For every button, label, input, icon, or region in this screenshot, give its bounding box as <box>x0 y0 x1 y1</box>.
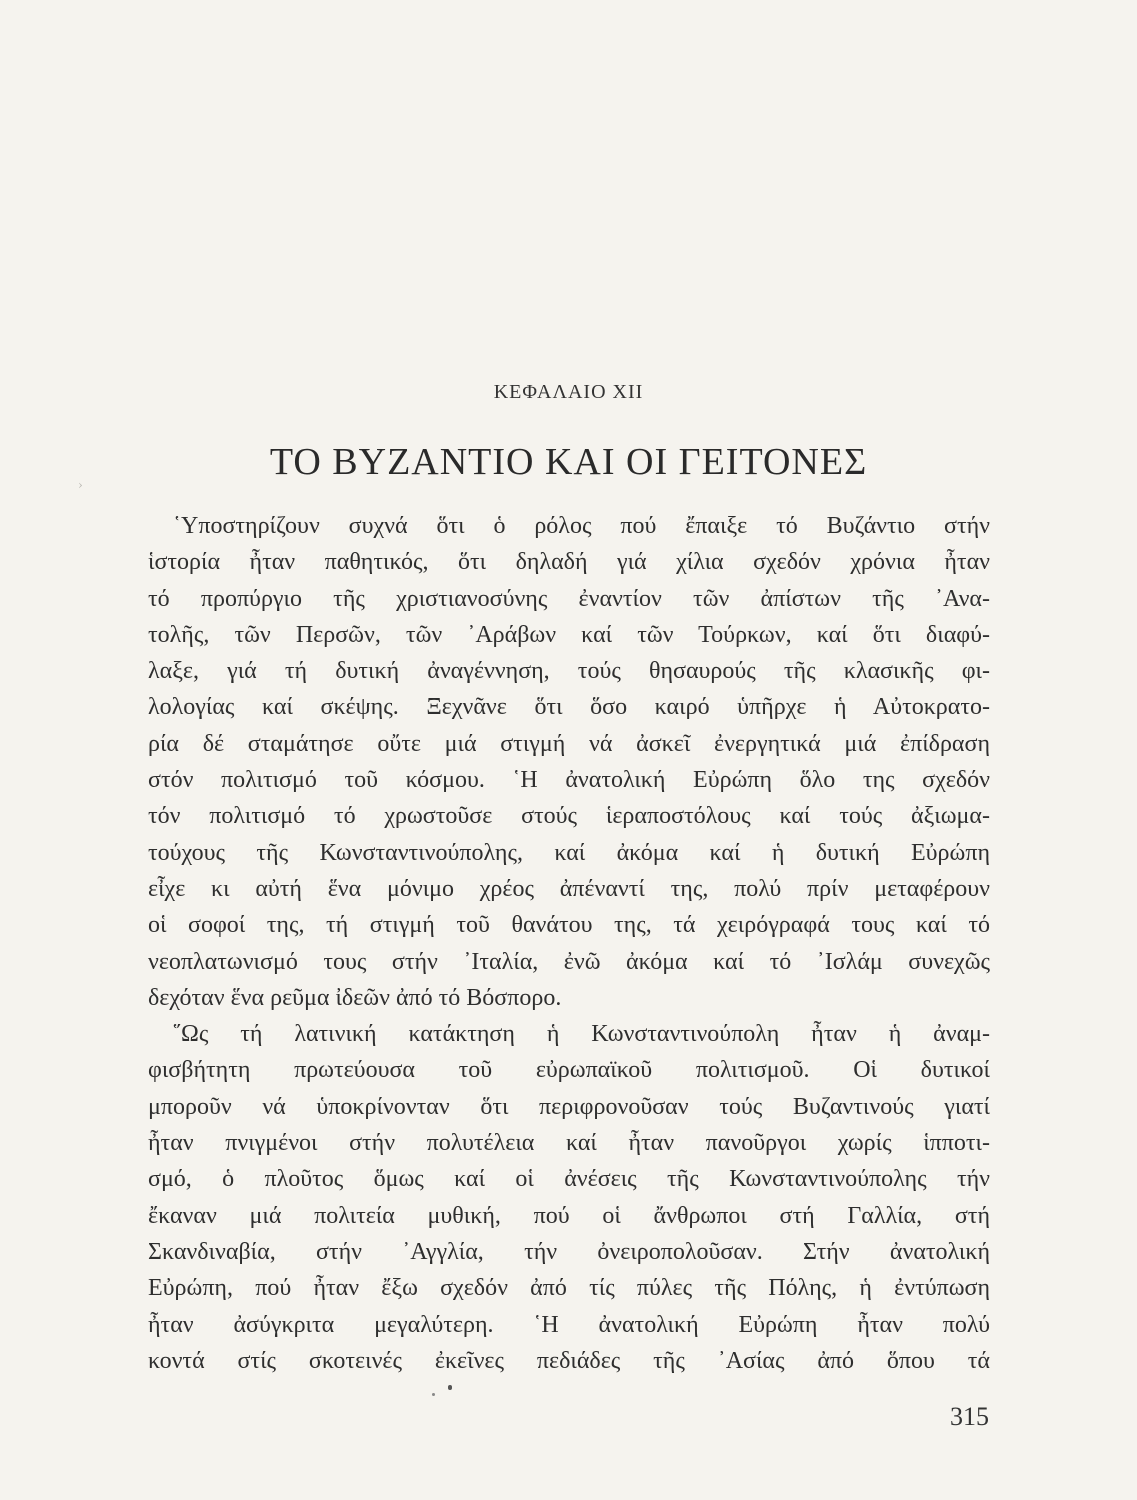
chapter-label: ΚΕΦΑΛΑΙΟ XII <box>493 381 644 403</box>
text-line: στόν πολιτισμό τοῦ κόσμου. ῾Η ἀνατολική Εὐρώπη ὅλο της σχεδόν <box>148 767 990 794</box>
text-line: μποροῦν νά ὑποκρίνονταν ὅτι περιφρονοῦσαν τούς Βυζαντινούς γιατί <box>148 1093 990 1120</box>
text-line: οἱ σοφοί της, τή στιγμή τοῦ θανάτου της, τά χειρόγραφά τους καί τό <box>148 912 990 939</box>
text-line: τούχους τῆς Κωνσταντινούπολης, καί ἀκόμα καί ἡ δυτική Εὐρώπη <box>148 839 990 866</box>
text-line: δεχόταν ἕνα ρεῦμα ἰδεῶν ἀπό τό Βόσπορο. <box>148 984 562 1011</box>
text-line: τολῆς, τῶν Περσῶν, τῶν ᾿Αράβων καί τῶν Τούρκων, καί ὅτι διαφύ- <box>148 621 990 648</box>
print-speck <box>448 1385 452 1390</box>
text-line: κοντά στίς σκοτεινές ἐκεῖνες πεδιάδες τῆς ᾿Ασίας ἀπό ὅπου τά <box>148 1347 990 1374</box>
text-line: ἦταν πνιγμένοι στήν πολυτέλεια καί ἦταν πανοῦργοι χωρίς ἱπποτι- <box>148 1130 990 1157</box>
text-line: ῞Ως τή λατινική κατάκτηση ἡ Κωνσταντινούπολη ἦταν ἡ ἀναμ- <box>173 1021 990 1048</box>
text-line: εἶχε κι αὐτή ἕνα μόνιμο χρέος ἀπέναντί της, πολύ πρίν μεταφέρουν <box>148 875 990 902</box>
text-line: λαξε, γιά τή δυτική ἀναγέννηση, τούς θησαυρούς τῆς κλασικῆς φι- <box>148 658 990 685</box>
body-text <box>148 508 990 1379</box>
text-line: ῾Υποστηρίζουν συχνά ὅτι ὁ ρόλος πού ἔπαιξε τό Βυζάντιο στήν <box>173 513 990 539</box>
text-line: νεοπλατωνισμό τους στήν ᾿Ιταλία, ἐνῶ ἀκόμα καί τό ᾿Ισλάμ συνεχῶς <box>148 948 990 975</box>
text-line: λολογίας καί σκέψης. Ξεχνᾶνε ὅτι ὅσο καιρό ὑπῆρχε ἡ Αὐτοκρατο- <box>148 694 990 721</box>
text-line: σμό, ὁ πλοῦτος ὅμως καί οἱ ἀνέσεις τῆς Κωνσταντινούπολης τήν <box>148 1166 990 1193</box>
text-line: ἦταν ἀσύγκριτα μεγαλύτερη. ῾Η ἀνατολική Εὐρώπη ἦταν πολύ <box>148 1311 990 1338</box>
text-line: φισβήτητη πρωτεύουσα τοῦ εὐρωπαϊκοῦ πολιτισμοῦ. Οἱ δυτικοί <box>148 1057 990 1084</box>
text-line: ἔκαναν μιά πολιτεία μυθική, πού οἱ ἄνθρωποι στή Γαλλία, στή <box>148 1202 990 1229</box>
text-line: ἱστορία ἦταν παθητικός, ὅτι δηλαδή γιά χίλια σχεδόν χρόνια ἦταν <box>148 549 990 576</box>
margin-mark-icon: › <box>78 478 83 492</box>
text-line: Εὐρώπη, πού ἦταν ἔξω σχεδόν ἀπό τίς πύλες τῆς Πόλης, ἡ ἐντύπωση <box>148 1275 990 1302</box>
text-line: Σκανδιναβία, στήν ᾿Αγγλία, τήν ὀνειροπολοῦσαν. Στήν ἀνατολική <box>148 1238 990 1265</box>
chapter-title: ΤΟ ΒΥΖΑΝΤΙΟ ΚΑΙ ΟΙ ΓΕΙΤΟΝΕΣ <box>269 441 868 483</box>
page-number: 315 <box>950 1402 989 1431</box>
print-speck <box>432 1393 435 1396</box>
text-line: ρία δέ σταμάτησε οὔτε μιά στιγμή νά ἀσκεῖ ἐνεργητικά μιά ἐπίδραση <box>148 730 990 757</box>
text-line: τό προπύργιο τῆς χριστιανοσύνης ἐναντίον τῶν ἀπίστων τῆς ᾿Ανα- <box>148 585 990 612</box>
text-line: τόν πολιτισμό τό χρωστοῦσε στούς ἱεραποστόλους καί τούς ἀξιωμα- <box>148 803 990 830</box>
